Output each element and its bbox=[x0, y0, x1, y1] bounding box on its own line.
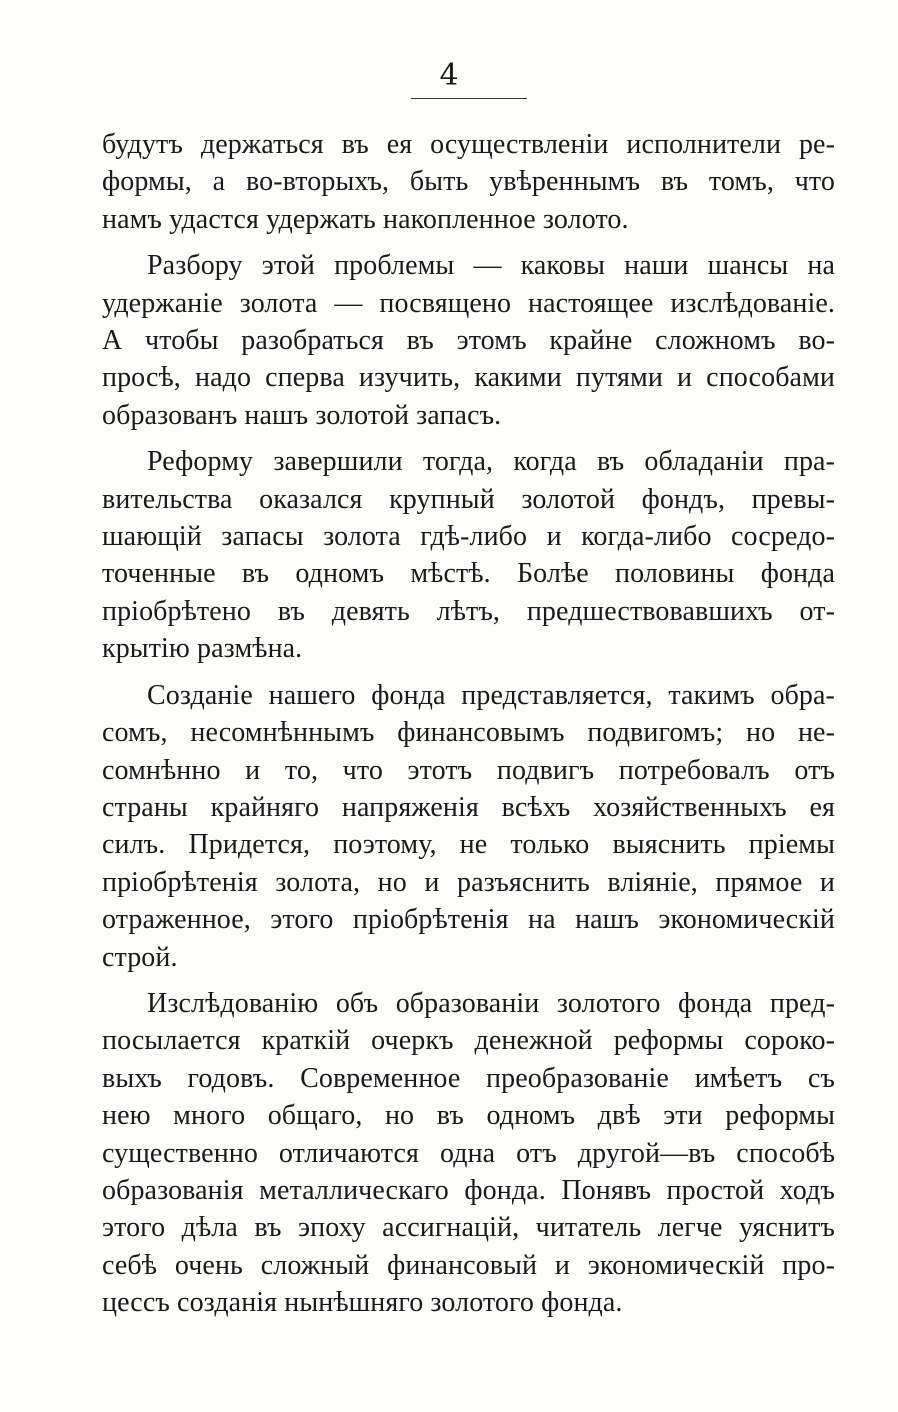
text-line: себѣ очень сложный финансовый и экономическій про- bbox=[102, 1249, 835, 1281]
text-line: выхъ годовъ. Современное преобразованіе имѣетъ съ bbox=[102, 1062, 835, 1094]
text-line: точенные въ одномъ мѣстѣ. Болѣе половины фонда bbox=[102, 558, 835, 590]
text-line: посылается краткій очеркъ денежной реформы сороко- bbox=[102, 1025, 835, 1057]
text-line: Разбору этой проблемы — каковы наши шансы на bbox=[147, 250, 835, 282]
text-line: нею много общаго, но въ одномъ двѣ эти реформы bbox=[102, 1100, 835, 1132]
text-line: пріобрѣтено въ девять лѣтъ, предшествовавшихъ от- bbox=[102, 595, 835, 627]
text-line: образованъ нашъ золотой запасъ. bbox=[102, 399, 502, 431]
text-line: удержаніе золота — посвящено настоящее изслѣдованіе. bbox=[102, 287, 835, 319]
text-line: пріобрѣтенія золота, но и разъяснить вліяніе, прямое и bbox=[102, 866, 835, 898]
text-line: отраженное, этого пріобрѣтенія на нашъ экономическій bbox=[102, 904, 835, 936]
text-line: строй. bbox=[102, 941, 178, 973]
paragraph-5 bbox=[102, 985, 835, 1322]
body-text bbox=[102, 126, 835, 1331]
text-line: существенно отличаются одна отъ другой—въ способѣ bbox=[102, 1137, 835, 1169]
text-line: А чтобы разобраться въ этомъ крайне сложномъ во- bbox=[102, 325, 835, 357]
paragraph-2 bbox=[102, 247, 835, 434]
text-line: крытію размѣна. bbox=[102, 633, 303, 665]
text-line: просѣ, надо сперва изучить, какими путями и способами bbox=[102, 362, 835, 394]
paragraph-1 bbox=[102, 126, 835, 238]
text-line: сомъ, несомнѣннымъ финансовымъ подвигомъ; но не- bbox=[102, 717, 835, 749]
paragraph-4 bbox=[102, 677, 835, 976]
text-line: Реформу завершили тогда, когда въ обладаніи пра- bbox=[147, 446, 835, 478]
text-line: сомнѣнно и то, что этотъ подвигъ потребовалъ отъ bbox=[102, 754, 835, 786]
text-line: Созданіе нашего фонда представляется, такимъ обра- bbox=[147, 679, 835, 711]
text-line: шающій запасы золота гдѣ-либо и когда-либо сосредо- bbox=[102, 521, 835, 553]
text-line: формы, а во-вторыхъ, быть увѣреннымъ въ томъ, что bbox=[102, 166, 835, 198]
text-line: намъ удастся удержать накопленное золото. bbox=[102, 203, 629, 235]
text-line: образованія металлическаго фонда. Понявъ простой ходъ bbox=[102, 1174, 835, 1206]
page-number: 4 bbox=[439, 58, 459, 93]
text-line: этого дѣла въ эпоху ассигнацій, читатель легче уяснитъ bbox=[102, 1212, 835, 1244]
header-rule bbox=[411, 98, 527, 99]
text-line: страны крайняго напряженія всѣхъ хозяйственныхъ ея bbox=[102, 791, 835, 823]
text-line: Изслѣдованію объ образованіи золотого фонда пред- bbox=[147, 987, 835, 1019]
text-line: силъ. Придется, поэтому, не только выяснить пріемы bbox=[102, 829, 835, 861]
text-line: вительства оказался крупный золотой фондъ, превы- bbox=[102, 483, 835, 515]
text-line: цессъ созданія нынѣшняго золотого фонда. bbox=[102, 1287, 623, 1319]
paragraph-3 bbox=[102, 443, 835, 667]
text-line: будутъ держаться въ ея осуществленіи исполнители ре- bbox=[102, 129, 835, 160]
